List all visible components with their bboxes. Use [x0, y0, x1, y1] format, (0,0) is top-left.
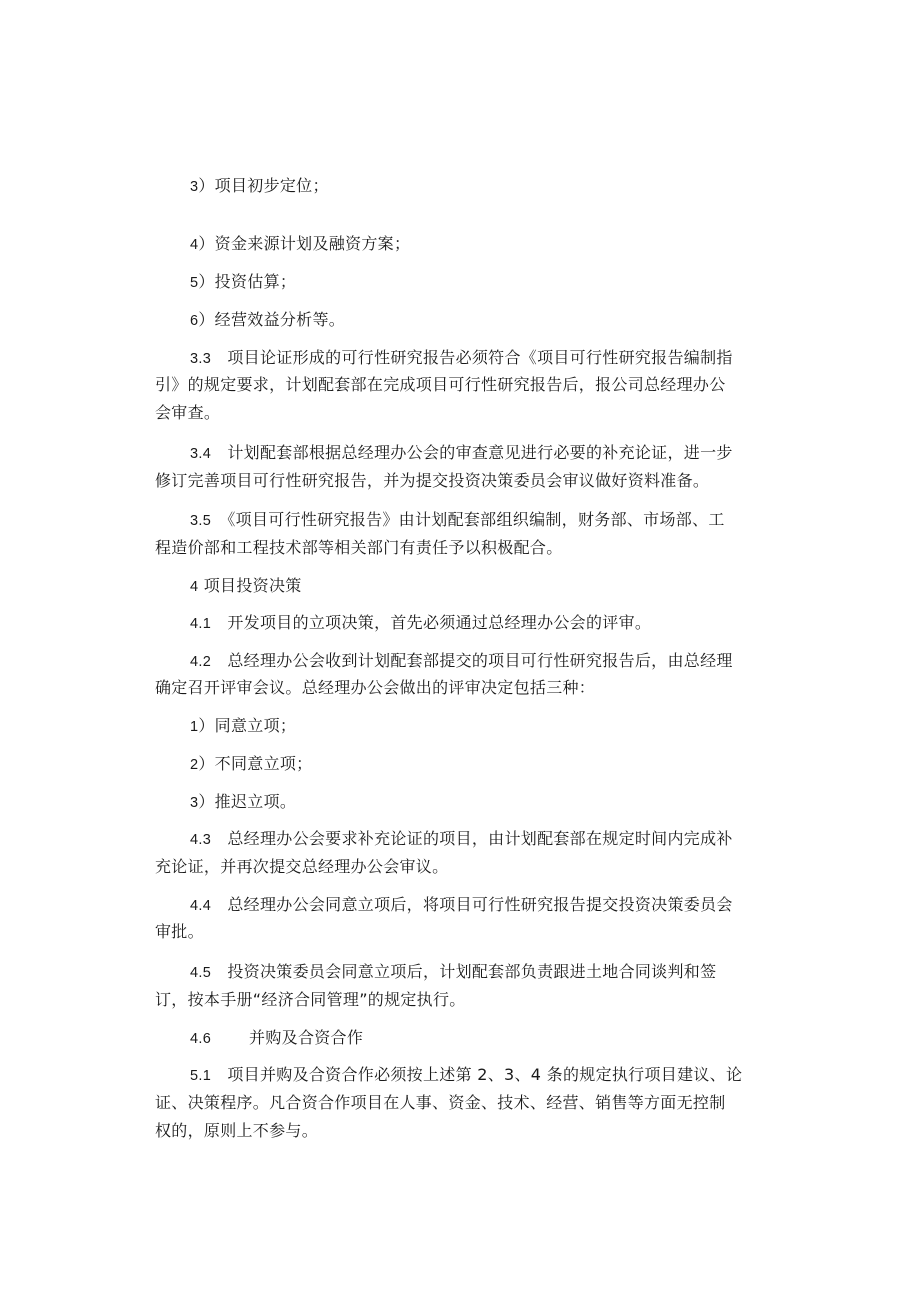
- clause-4-4-line-1: 4.4 总经理办公会同意立项后，将项目可行性研究报告提交投资决策委员会: [190, 895, 733, 914]
- clause-4-2-line-1: 4.2 总经理办公会收到计划配套部提交的项目可行性研究报告后，由总经理: [190, 651, 733, 670]
- list-item-3-positioning: 3）项目初步定位；: [190, 176, 329, 195]
- clause-4-5-line-1: 4.5 投资决策委员会同意立项后，计划配套部负责跟进土地合同谈判和签: [190, 962, 717, 981]
- clause-4-6-heading: 4.6 并购及合资合作: [190, 1028, 364, 1047]
- clause-4-3-line-2: 充论证，并再次提交总经理办公会审议。: [155, 857, 449, 876]
- clause-3-4-line-2: 修订完善项目可行性研究报告，并为提交投资决策委员会审议做好资料准备。: [155, 471, 710, 490]
- clause-3-5-line-1: 3.5 《项目可行性研究报告》由计划配套部组织编制，财务部、市场部、工: [190, 510, 725, 529]
- clause-4-1: 4.1 开发项目的立项决策，首先必须通过总经理办公会的评审。: [190, 613, 652, 632]
- list-item-5-estimate: 5）投资估算；: [190, 272, 297, 291]
- clause-4-5-line-2: 订，按本手册“经济合同管理”的规定执行。: [155, 990, 466, 1009]
- clause-3-3-line-3: 会审查。: [155, 403, 221, 422]
- clause-3-5-line-2: 程造价部和工程技术部等相关部门有责任予以积极配合。: [155, 538, 563, 557]
- clause-3-3-line-1: 3.3 项目论证形成的可行性研究报告必须符合《项目可行性研究报告编制指: [190, 348, 733, 367]
- section-4-heading: 4 项目投资决策: [190, 576, 302, 595]
- clause-4-4-line-2: 审批。: [155, 922, 204, 941]
- clause-3-3-line-2: 引》的规定要求，计划配套部在完成项目可行性研究报告后，报公司总经理办公: [155, 375, 726, 394]
- clause-4-3-line-1: 4.3 总经理办公会要求补充论证的项目，由计划配套部在规定时间内完成补: [190, 829, 733, 848]
- clause-5-1-line-3: 权的，原则上不参与。: [155, 1121, 319, 1140]
- clause-5-1-line-1: 5.1 项目并购及合资合作必须按上述第 2、3、4 条的规定执行项目建议、论: [190, 1065, 743, 1084]
- list-item-6-analysis: 6）经营效益分析等。: [190, 310, 346, 329]
- decision-option-1: 1）同意立项；: [190, 716, 297, 735]
- list-item-4-financing: 4）资金来源计划及融资方案；: [190, 234, 411, 253]
- clause-3-4-line-1: 3.4 计划配套部根据总经理办公会的审查意见进行必要的补充论证，进一步: [190, 443, 733, 462]
- decision-option-2: 2）不同意立项；: [190, 754, 313, 773]
- clause-5-1-line-2: 证、决策程序。凡合资合作项目在人事、资金、技术、经营、销售等方面无控制: [155, 1093, 726, 1112]
- clause-4-2-line-2: 确定召开评审会议。总经理办公会做出的评审决定包括三种：: [155, 678, 596, 697]
- decision-option-3: 3）推迟立项。: [190, 792, 297, 811]
